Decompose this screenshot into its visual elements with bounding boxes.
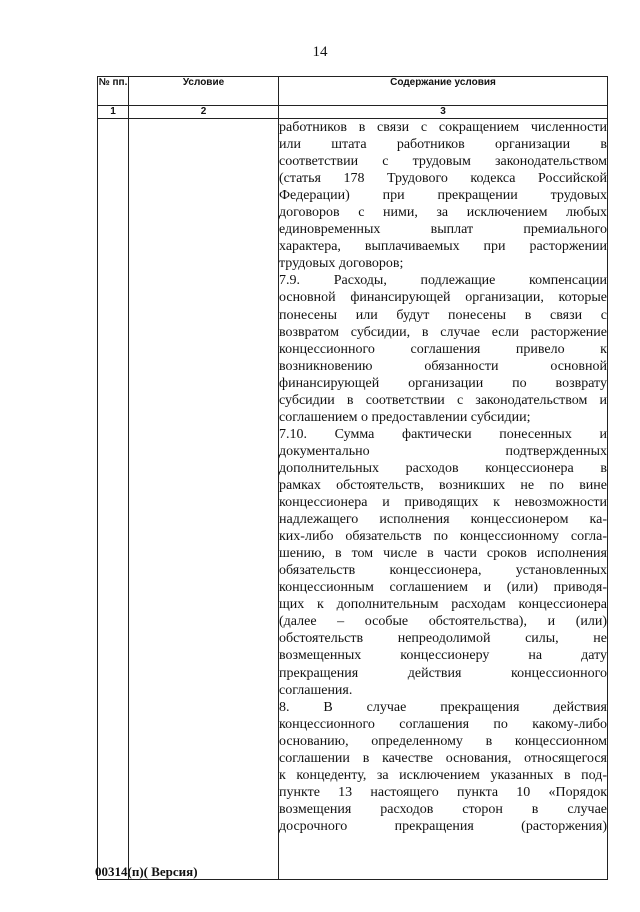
content-line: рамках обстоятельств, возникших не по вине xyxy=(279,477,607,493)
content-line: щих к дополнительным расходам концессионера xyxy=(279,597,607,613)
header-condition-content: Содержание условия xyxy=(279,77,608,106)
header-number: № пп. xyxy=(98,77,129,106)
content-line: Федерации) при прекращении трудовых xyxy=(279,188,607,204)
table-header-row xyxy=(98,77,608,106)
content-line: надлежащего исполнения концессионером ка- xyxy=(279,512,607,528)
condition-content-text xyxy=(279,119,607,835)
condition-cell xyxy=(129,119,279,880)
content-line: или штата работников организации в xyxy=(279,137,607,153)
content-line: договоров с ними, за исключением любых xyxy=(279,205,607,221)
content-line: возвратом субсидии, в случае если расторжение xyxy=(279,324,607,340)
content-line: 7.9. Расходы, подлежащие компенсации xyxy=(279,273,607,289)
content-line: концессионного соглашения по какому-либо xyxy=(279,716,607,732)
content-line: возникновению обязанности основной xyxy=(279,358,607,374)
content-line: основанию, определенному в концессионном xyxy=(279,733,607,749)
content-line: соглашения. xyxy=(279,682,353,698)
column-number-3: 3 xyxy=(279,106,608,119)
content-line: (далее – особые обстоятельства), и (или) xyxy=(279,614,607,630)
content-line: понесены или будут понесены в связи с xyxy=(279,307,607,323)
content-line: концессионного соглашения привело к xyxy=(279,341,607,357)
content-line: соглашением о предоставлении субсидии; xyxy=(279,409,531,425)
page-number: 14 xyxy=(312,44,328,60)
content-line: документально подтвержденных xyxy=(279,443,607,459)
content-line: пункте 13 настоящего пункта 10 «Порядок xyxy=(279,784,607,800)
content-line: соглашении в качестве основания, относящегося xyxy=(279,750,607,766)
column-number-2: 2 xyxy=(129,106,279,119)
content-line: к концеденту, за исключением указанных в под- xyxy=(279,767,607,783)
content-line: возмещенных концессионеру на дату xyxy=(279,648,607,664)
condition-content-cell xyxy=(279,119,608,880)
content-line: шению, в том числе в части сроков исполнения xyxy=(279,546,607,562)
content-line: возмещения расходов сторон в случае xyxy=(279,801,607,817)
content-line: обстоятельств непреодолимой силы, не xyxy=(279,631,607,647)
content-line: единовременных выплат премиального xyxy=(279,222,607,238)
column-number-row xyxy=(98,106,608,119)
document-code: 00314(п)( Версия) xyxy=(95,864,198,879)
content-line: финансирующей организации по возврату xyxy=(279,375,607,391)
content-line: концессионера и приводящих к невозможности xyxy=(279,495,607,511)
content-line: досрочного прекращения (расторжения) xyxy=(279,818,607,834)
content-line: 8. В случае прекращения действия xyxy=(279,699,607,715)
content-line: ких-либо обязательств по концессионному согла- xyxy=(279,529,607,545)
content-line: характера, выплачиваемых при расторжении xyxy=(279,239,607,255)
content-line: субсидии в соответствии с законодательством и xyxy=(279,392,607,408)
header-condition: Условие xyxy=(129,77,279,106)
content-line: обязательств концессионера, установленных xyxy=(279,563,607,579)
content-line: концессионным соглашением и (или) приводя- xyxy=(279,580,607,596)
content-line: работников в связи с сокращением численности xyxy=(279,120,607,135)
content-line: трудовых договоров; xyxy=(279,256,404,272)
content-line: 7.10. Сумма фактически понесенных и xyxy=(279,426,607,442)
content-line: основной финансирующей организации, которые xyxy=(279,290,607,306)
number-cell xyxy=(98,119,129,880)
column-number-1: 1 xyxy=(98,106,129,119)
content-line: (статья 178 Трудового кодекса Российской xyxy=(279,171,607,187)
conditions-table xyxy=(97,76,608,880)
content-line: дополнительных расходов концессионера в xyxy=(279,460,607,476)
content-line: соответствии с трудовым законодательством xyxy=(279,154,607,170)
table-row xyxy=(98,119,608,880)
content-line: прекращения действия концессионного xyxy=(279,665,607,681)
